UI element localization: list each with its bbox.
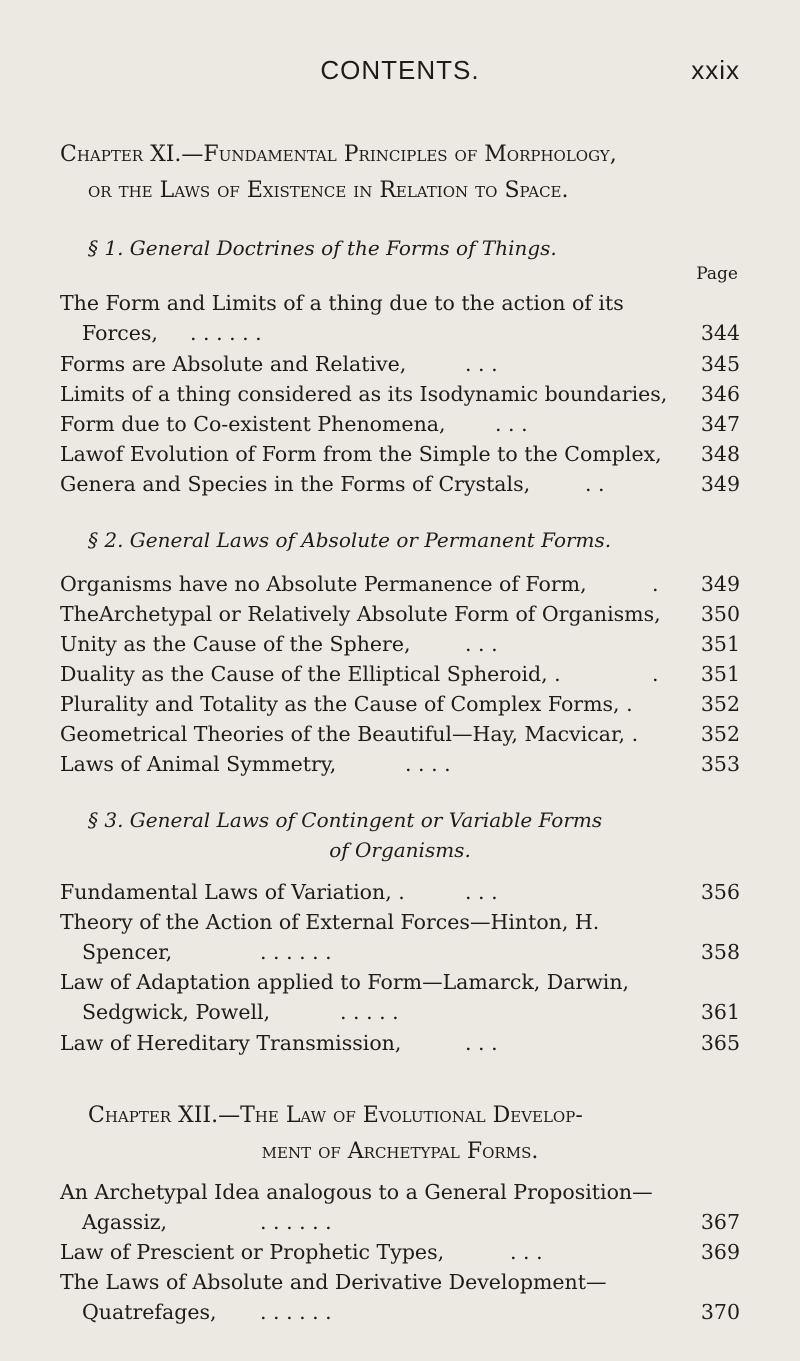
toc-entry-text: Geometrical Theories of the Beautiful—Hay, Macvicar, .	[60, 722, 639, 746]
toc-entry	[60, 442, 740, 472]
toc-entry-page: 350	[700, 602, 740, 626]
toc-entry-page: 358	[700, 940, 740, 964]
chapter-11-heading-line-1: Chapter XI.—Fundamental Principles of Morphology,	[60, 142, 617, 167]
toc-entry-page: 348	[700, 442, 740, 466]
toc-entry	[60, 692, 740, 722]
leader-dots: .	[652, 572, 659, 596]
toc-entry-page: 347	[700, 412, 740, 436]
chapter-12-heading-line-2: ment of Archetypal Forms.	[261, 1139, 539, 1164]
toc-entry-page: 365	[700, 1031, 740, 1055]
leader-dots: . . . . . .	[260, 1300, 332, 1324]
section-3-title: § 3. General Laws of Contingent or Variable Forms	[88, 808, 603, 832]
toc-entry-page: 361	[700, 1000, 740, 1024]
toc-entry	[60, 632, 740, 662]
toc-entry	[60, 602, 740, 632]
toc-entry-text: Organisms have no Absolute Permanence of Form,	[60, 572, 587, 596]
toc-entry	[60, 382, 740, 412]
toc-entry	[60, 752, 740, 782]
toc-entry-text: Laws of Animal Symmetry,	[60, 752, 337, 776]
toc-entry-page: 356	[700, 880, 740, 904]
toc-entry-text: The Form and Limits of a thing due to the action of its	[60, 291, 624, 315]
toc-entry-page: 367	[700, 1210, 740, 1234]
toc-entry-text: An Archetypal Idea analogous to a General Proposition—	[60, 1180, 653, 1204]
toc-entry-page: 349	[700, 572, 740, 596]
toc-entry-text-continued: Forces,	[82, 321, 158, 345]
toc-entry-text: Form due to Co-existent Phenomena,	[60, 412, 446, 436]
leader-dots: . . . . . .	[260, 1210, 332, 1234]
leader-dots: . . . . . .	[260, 940, 332, 964]
toc-entry-page: 352	[700, 722, 740, 746]
toc-entry	[60, 352, 740, 382]
toc-entry-text-continued: Spencer,	[82, 940, 173, 964]
toc-entry-text: Law of Adaptation applied to Form—Lamarck, Darwin,	[60, 970, 630, 994]
leader-dots: . . .	[465, 632, 498, 656]
toc-entry-page: 344	[700, 321, 740, 345]
toc-entry-text: Plurality and Totality as the Cause of Complex Forms, .	[60, 692, 633, 716]
section-1-title: § 1. General Doctrines of the Forms of Things.	[88, 236, 557, 260]
toc-entry	[60, 1031, 740, 1061]
leader-dots: . .	[585, 472, 605, 496]
toc-entry-page: 353	[700, 752, 740, 776]
toc-entry-text: The Laws of Absolute and Derivative Development—	[60, 1270, 607, 1294]
toc-entry-text: Law of Prescient or Prophetic Types,	[60, 1240, 445, 1264]
toc-entry	[60, 880, 740, 910]
toc-entry-text: Duality as the Cause of the Elliptical Spheroid, .	[60, 662, 561, 686]
leader-dots: . . . . . .	[190, 321, 262, 345]
toc-entry-text-continued: Quatrefages,	[82, 1300, 217, 1324]
leader-dots: . . .	[510, 1240, 543, 1264]
toc-entry-page: 346	[700, 382, 740, 406]
toc-entry-text: Lawof Evolution of Form from the Simple to the Complex,	[60, 442, 662, 466]
leader-dots: . . .	[465, 880, 498, 904]
leader-dots: . . .	[495, 412, 528, 436]
toc-entry-text: TheArchetypal or Relatively Absolute Form of Organisms,	[60, 602, 661, 626]
toc-entry	[60, 1180, 740, 1240]
toc-entry-text: Forms are Absolute and Relative,	[60, 352, 407, 376]
leader-dots: .	[652, 662, 659, 686]
toc-entry-text-continued: Sedgwick, Powell,	[82, 1000, 271, 1024]
toc-entry-text: Fundamental Laws of Variation, .	[60, 880, 405, 904]
toc-entry-page: 345	[700, 352, 740, 376]
toc-entry	[60, 291, 740, 351]
running-head-page-number: xxix	[691, 55, 740, 85]
leader-dots: . . . .	[405, 752, 451, 776]
page-column-heading: Page	[696, 264, 738, 284]
toc-entry-page: 349	[700, 472, 740, 496]
toc-entry-text: Genera and Species in the Forms of Crystals,	[60, 472, 531, 496]
toc-entry-text-continued: Agassiz,	[82, 1210, 168, 1234]
toc-entry-page: 369	[700, 1240, 740, 1264]
toc-entry	[60, 1240, 740, 1270]
leader-dots: . . . . .	[340, 1000, 399, 1024]
toc-entry	[60, 572, 740, 602]
section-3-title-continued: of Organisms.	[329, 838, 471, 862]
toc-entry	[60, 412, 740, 442]
chapter-12-heading-line-1: Chapter XII.—The Law of Evolutional Develop-	[88, 1103, 583, 1128]
toc-entry-text: Theory of the Action of External Forces—Hinton, H.	[60, 910, 600, 934]
toc-entry-page: 370	[700, 1300, 740, 1324]
chapter-11-heading-line-2: or the Laws of Existence in Relation to Space.	[88, 178, 569, 203]
section-2-title: § 2. General Laws of Absolute or Permanent Forms.	[88, 528, 612, 552]
toc-entry	[60, 722, 740, 752]
toc-entry-page: 352	[700, 692, 740, 716]
toc-entry	[60, 910, 740, 970]
toc-entry	[60, 970, 740, 1030]
toc-entry-page: 351	[700, 632, 740, 656]
toc-entry-page: 351	[700, 662, 740, 686]
toc-entry	[60, 472, 740, 502]
leader-dots: . . .	[465, 352, 498, 376]
toc-entry	[60, 1270, 740, 1330]
toc-entry	[60, 662, 740, 692]
leader-dots: . . .	[465, 1031, 498, 1055]
running-head-title: CONTENTS.	[320, 55, 480, 85]
toc-entry-text: Limits of a thing considered as its Isodynamic boundaries,	[60, 382, 668, 406]
toc-entry-text: Unity as the Cause of the Sphere,	[60, 632, 411, 656]
toc-entry-text: Law of Hereditary Transmission,	[60, 1031, 402, 1055]
